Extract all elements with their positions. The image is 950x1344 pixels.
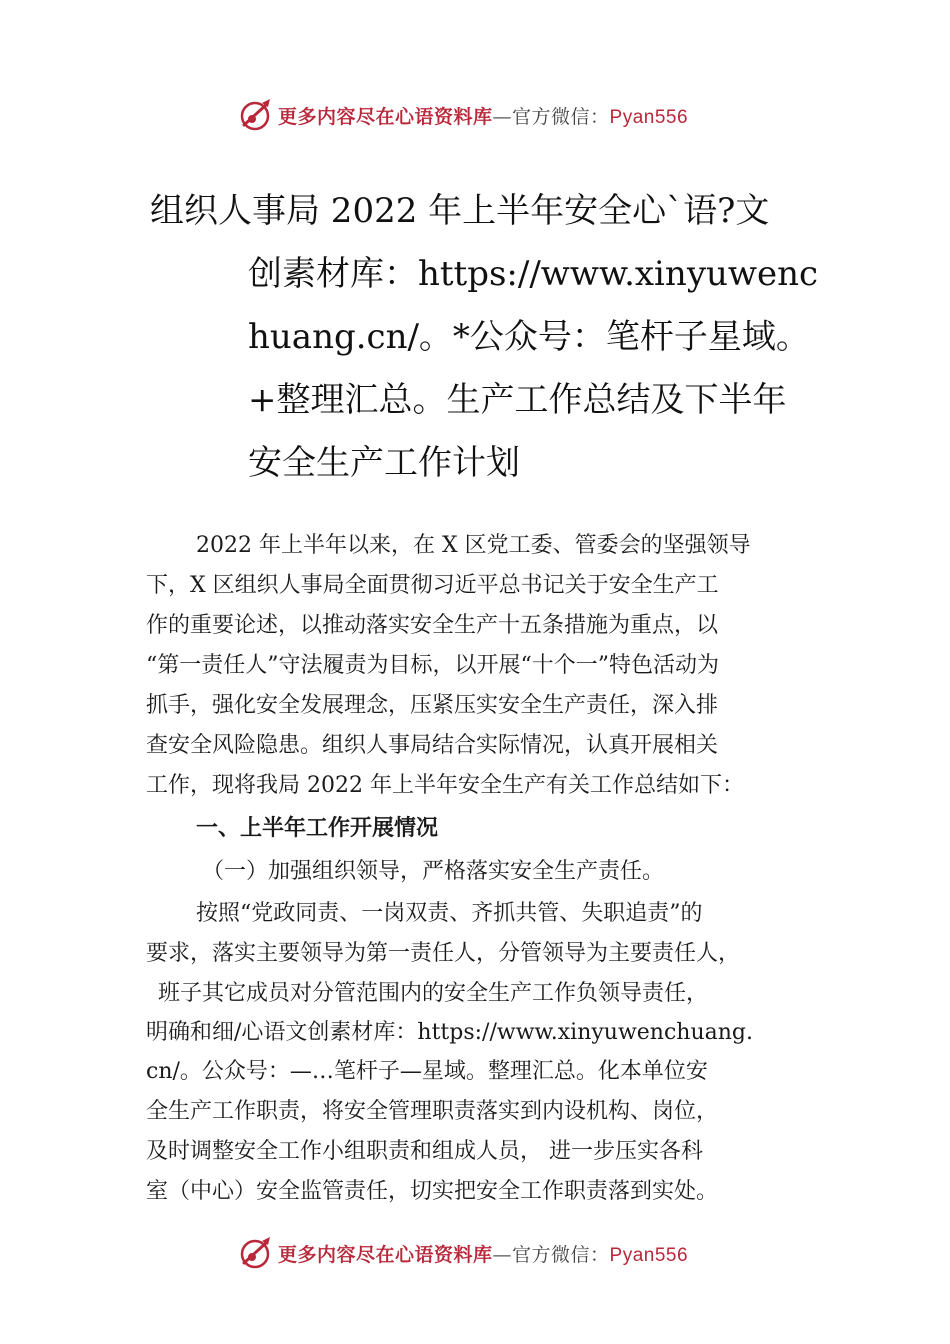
paragraph-line: 抓手，强化安全发展理念，压紧压实安全生产责任，深入排	[146, 693, 719, 718]
banner-title: 更多内容尽在心语资料库	[278, 1243, 493, 1266]
document-title	[150, 180, 819, 495]
paragraph-line: cn/。公众号：—…笔杆子—星域。整理汇总。化本单位安	[146, 1059, 708, 1084]
paragraph-line: 按照“党政同责、一岗双责、齐抓共管、失职追责”的	[196, 901, 703, 926]
brush-logo-icon	[238, 1235, 274, 1271]
paragraph-line: 要求，落实主要领导为第一责任人，分管领导为主要责任人，	[146, 941, 741, 966]
banner-separator: —	[492, 105, 513, 128]
title-line: 安全生产工作计划	[248, 443, 520, 483]
paragraph-line: 下，X 区组织人事局全面贯彻习近平总书记关于安全生产工	[146, 573, 719, 598]
banner-wechat-label: 官方微信：	[512, 1243, 610, 1266]
paragraph-line: 及时调整安全工作小组职责和组成人员， 进一步压实各科	[146, 1139, 703, 1164]
paragraph-line: 查安全风险隐患。组织人事局结合实际情况，认真开展相关	[146, 733, 719, 758]
paragraph-line: 明确和细/心语文创素材库：https://www.xinyuwenchuang.	[146, 1020, 753, 1045]
brush-logo-icon	[238, 97, 274, 133]
paragraph-line: 2022 年上半年以来，在 X 区党工委、管委会的坚强领导	[196, 533, 751, 558]
paragraph-line: 班子其它成员对分管范围内的安全生产工作负领导责任，	[158, 981, 709, 1006]
title-line: 组织人事局 2022 年上半年安全心`语?文	[150, 191, 770, 231]
banner-wechat-label: 官方微信：	[512, 105, 610, 128]
paragraph-line: 全生产工作职责，将安全管理职责落实到内设机构、岗位，	[146, 1099, 719, 1124]
banner-wechat-id: Pyan556	[609, 106, 689, 128]
title-line: +整理汇总。生产工作总结及下半年	[248, 380, 787, 420]
paragraph-line: 室（中心）安全监管责任，切实把安全工作职责落到实处。	[146, 1179, 719, 1204]
banner-separator: —	[492, 1243, 513, 1266]
title-line: huang.cn/。*公众号：笔杆子星域。	[248, 317, 810, 357]
subsection-heading: （一）加强组织领导，严格落实安全生产责任。	[202, 859, 665, 884]
title-line: 创素材库：https://www.xinyuwenc	[248, 254, 819, 294]
section-heading: 一、上半年工作开展情况	[196, 816, 439, 841]
banner-title: 更多内容尽在心语资料库	[278, 105, 493, 128]
header-banner	[238, 95, 688, 135]
banner-wechat-id: Pyan556	[609, 1244, 689, 1266]
paragraph-line: 工作，现将我局 2022 年上半年安全生产有关工作总结如下：	[146, 773, 744, 798]
paragraph-line: 作的重要论述，以推动落实安全生产十五条措施为重点，以	[146, 613, 719, 638]
paragraph-line: “第一责任人”守法履责为目标，以开展“十个一”特色活动为	[146, 653, 719, 678]
footer-banner	[238, 1233, 688, 1273]
